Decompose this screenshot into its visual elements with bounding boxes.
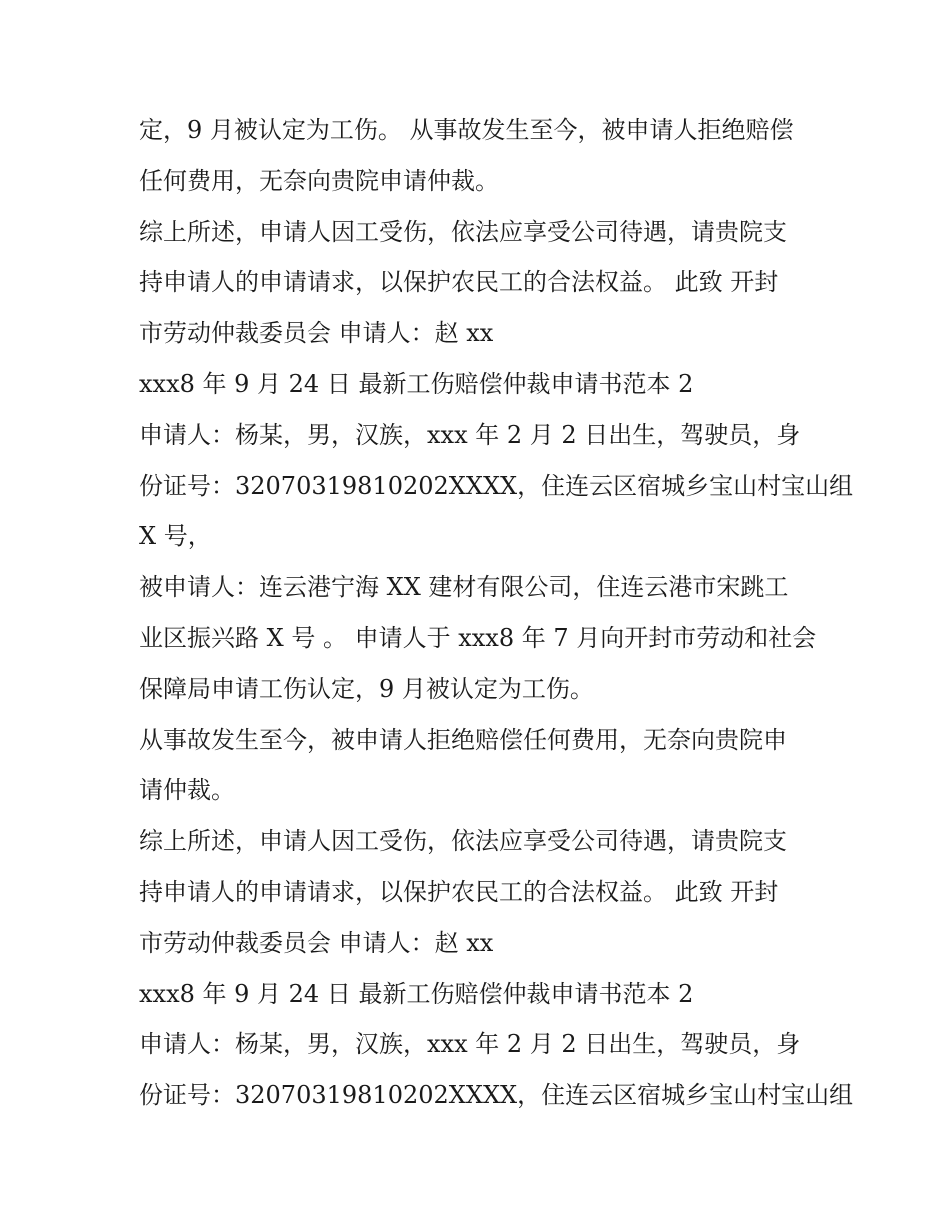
text-line: 请仲裁。	[139, 776, 235, 805]
text-line: 市劳动仲裁委员会 申请人：赵 xx	[139, 928, 494, 957]
text-line: xxx8 年 9 月 24 日 最新工伤赔偿仲裁申请书范本 2	[139, 369, 694, 398]
document-body	[139, 105, 854, 1121]
text-line: 任何费用，无奈向贵院申请仲裁。	[139, 166, 499, 195]
text-line: 市劳动仲裁委员会 申请人：赵 xx	[139, 319, 494, 348]
text-line: 保障局申请工伤认定，9 月被认定为工伤。	[139, 674, 594, 703]
text-line: 综上所述，申请人因工受伤，依法应享受公司待遇，请贵院支	[139, 217, 787, 246]
text-line: xxx8 年 9 月 24 日 最新工伤赔偿仲裁申请书范本 2	[139, 979, 694, 1008]
text-line: X 号，	[139, 522, 212, 551]
text-line: 综上所述，申请人因工受伤，依法应享受公司待遇，请贵院支	[139, 827, 787, 856]
text-line: 申请人：杨某，男，汉族，xxx 年 2 月 2 日出生，驾驶员，身	[139, 1030, 801, 1059]
text-line: 定，9 月被认定为工伤。 从事故发生至今，被申请人拒绝赔偿	[139, 116, 794, 144]
text-line: 申请人：杨某，男，汉族，xxx 年 2 月 2 日出生，驾驶员，身	[139, 420, 801, 449]
text-line: 持申请人的申请请求，以保护农民工的合法权益。 此致 开封	[139, 268, 779, 297]
text-line: 被申请人：连云港宁海 XX 建材有限公司，住连云港市宋跳工	[139, 573, 789, 602]
text-line: 持申请人的申请请求，以保护农民工的合法权益。 此致 开封	[139, 877, 779, 906]
text-line: 份证号：32070319810202XXXX，住连云区宿城乡宝山村宝山组	[139, 1081, 854, 1110]
text-line: 业区振兴路 X 号 。 申请人于 xxx8 年 7 月向开封市劳动和社会	[139, 623, 817, 652]
text-line: 份证号：32070319810202XXXX，住连云区宿城乡宝山村宝山组	[139, 471, 854, 500]
text-line: 从事故发生至今，被申请人拒绝赔偿任何费用，无奈向贵院申	[139, 725, 787, 754]
